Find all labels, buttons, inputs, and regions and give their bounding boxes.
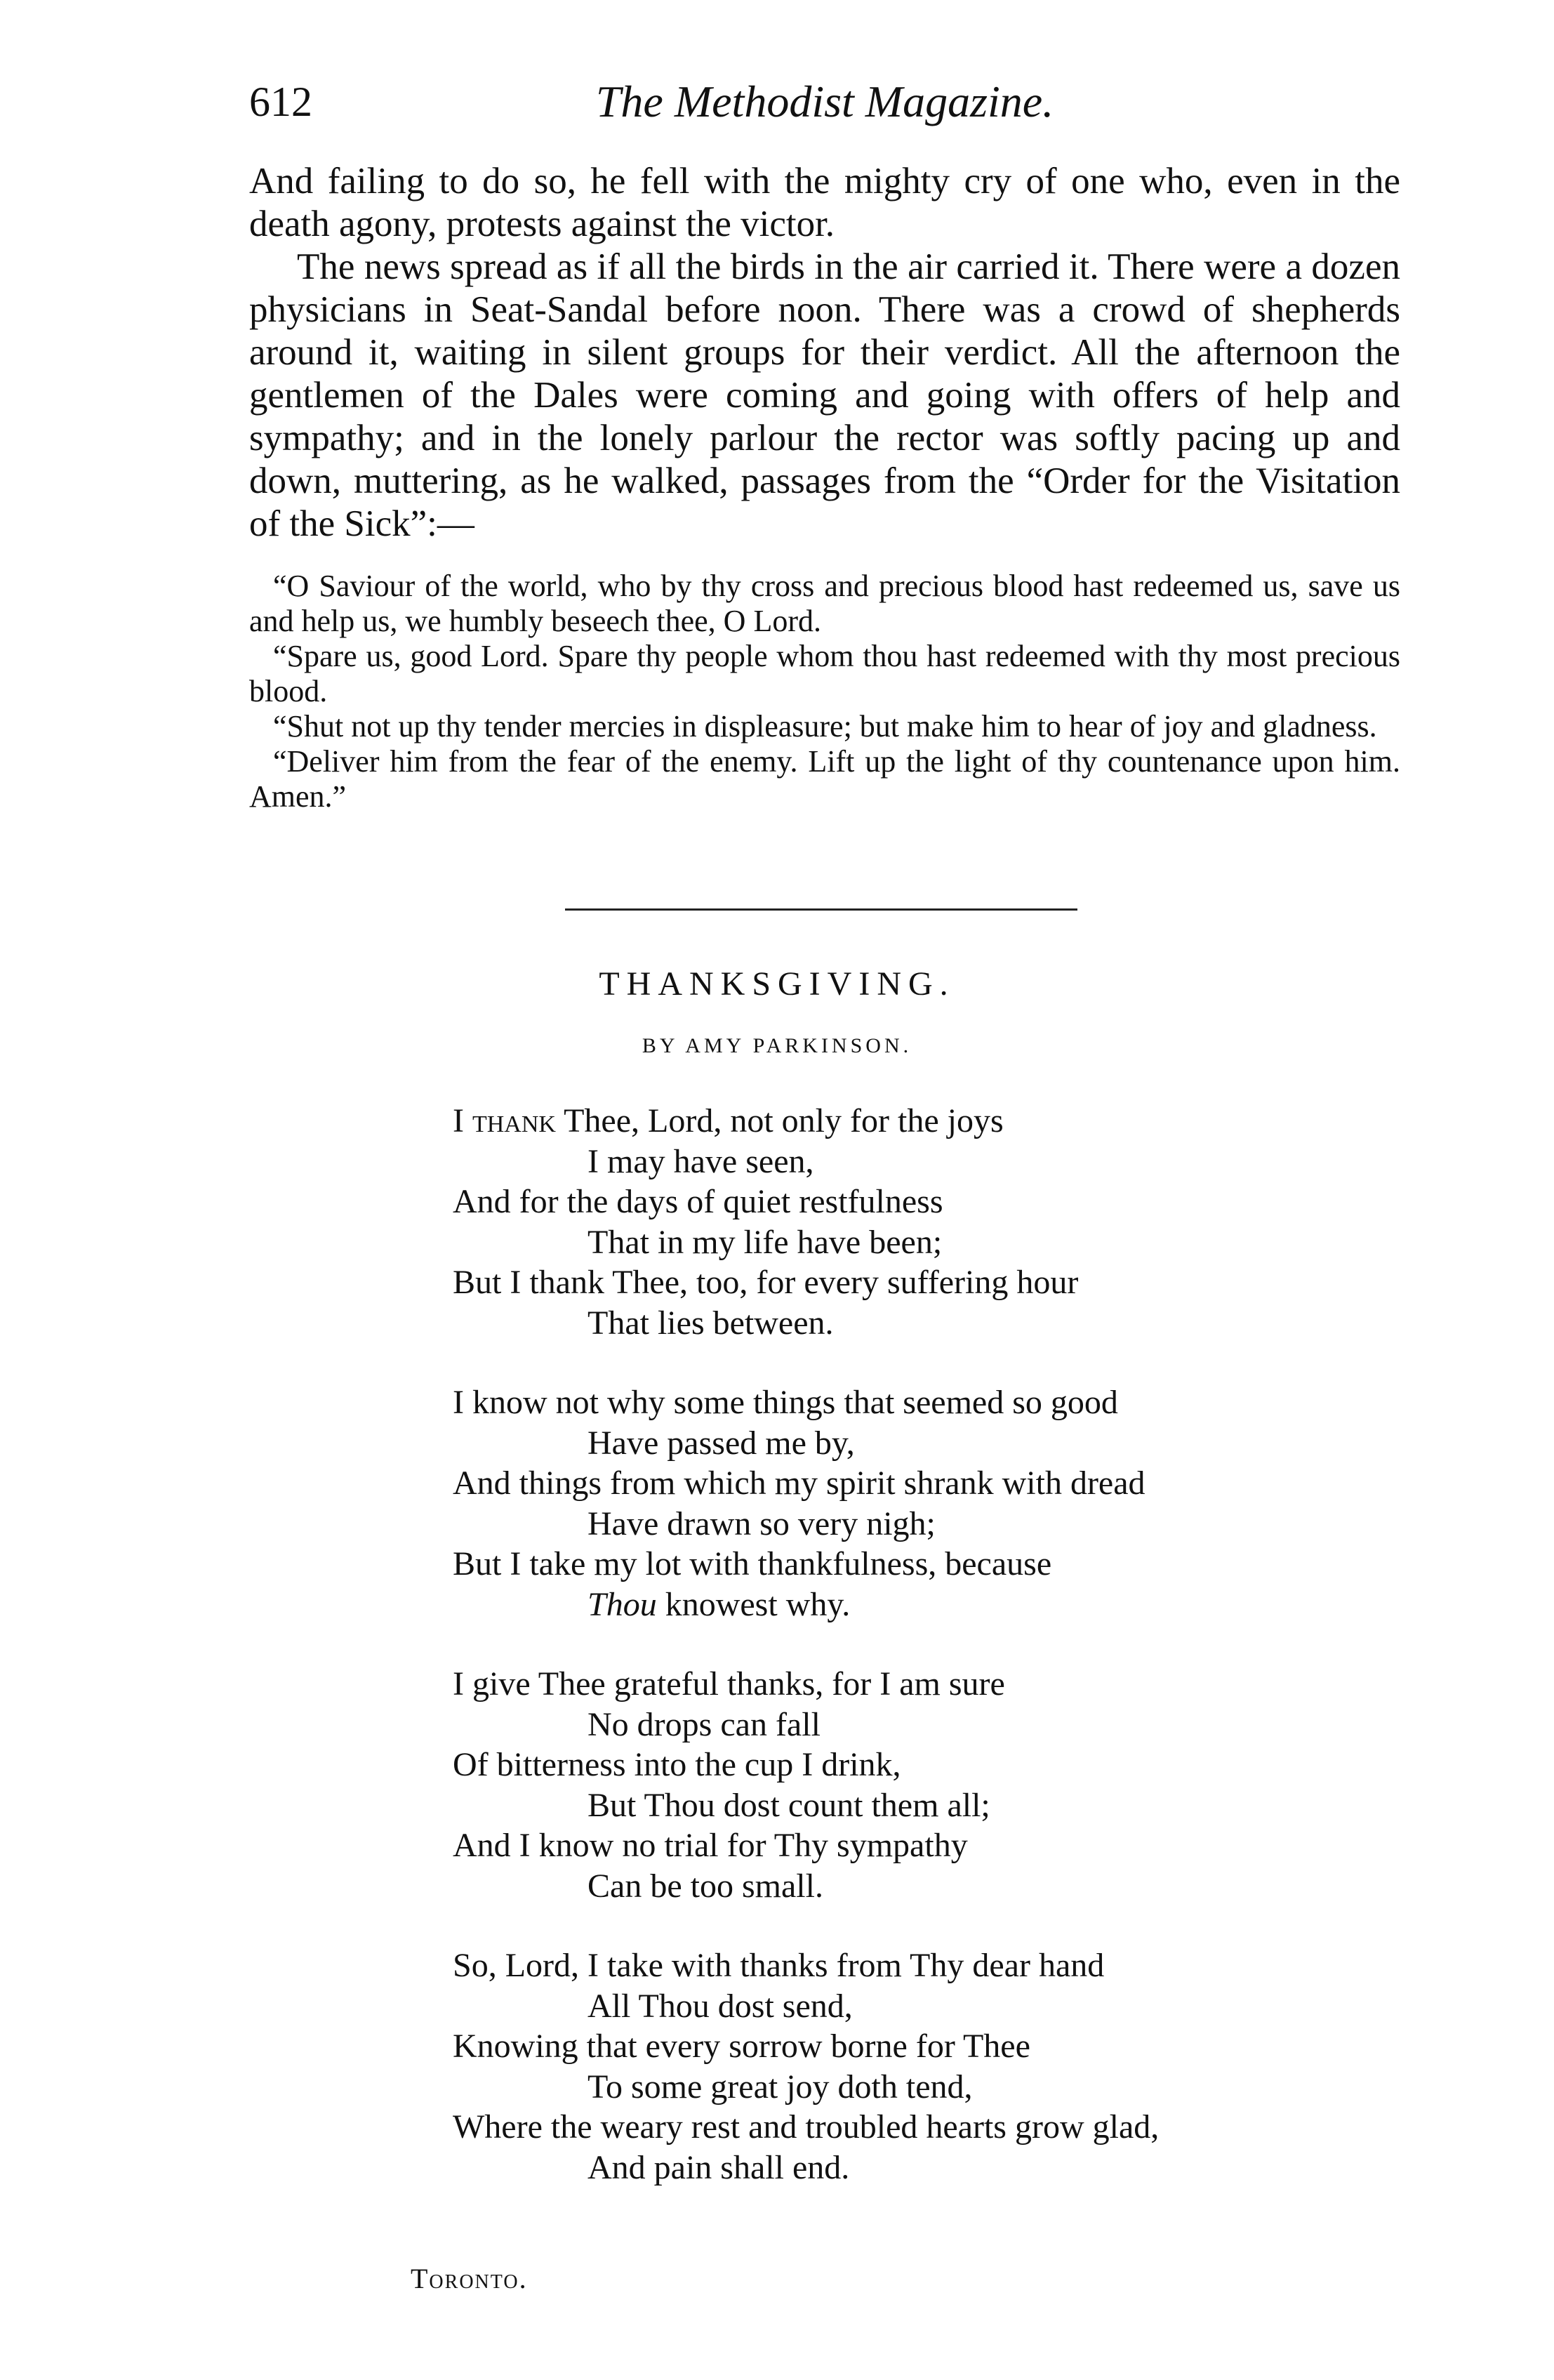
quote-paragraph: “Shut not up thy tender mercies in displeasure; but make him to hear of joy and gladness.: [273, 709, 1377, 743]
poem-line: [453, 1585, 1365, 1625]
poem-line: But Thou dost count them all;: [587, 1786, 990, 1824]
section-divider: [565, 908, 1077, 911]
poem-line: I may have seen,: [587, 1142, 814, 1180]
poem-line: I give Thee grateful thanks, for I am sure: [453, 1665, 1005, 1703]
poem-line: But I thank Thee, too, for every suffering hour: [453, 1264, 1079, 1301]
quote-paragraph: “Spare us, good Lord. Spare thy people whom thou hast redeemed with thy most precious blood.: [249, 639, 1400, 708]
place-signature: Toronto.: [411, 2263, 528, 2294]
stanza: [453, 1101, 1365, 1343]
stanza: [453, 1664, 1365, 1906]
stanza: [453, 1945, 1365, 2188]
page-number: 612: [249, 79, 312, 125]
poem-line: Knowing that every sorrow borne for Thee: [453, 2028, 1030, 2065]
running-header: [249, 74, 1400, 130]
stanza: [453, 1382, 1365, 1625]
poem-line: That in my life have been;: [587, 1223, 943, 1261]
running-title: The Methodist Magazine.: [595, 77, 1054, 126]
poem-line: Of bitterness into the cup I drink,: [453, 1746, 901, 1783]
liturgy-quotation: [249, 569, 1400, 814]
quote-paragraph: “Deliver him from the fear of the enemy. Lift up the light of thy countenance upon him. Amen.”: [249, 744, 1400, 814]
poem-line: That lies between.: [587, 1304, 834, 1342]
poem-line: Can be too small.: [587, 1867, 823, 1905]
poem-title: THANKSGIVING.: [599, 965, 955, 1003]
poem-line: I know not why some things that seemed so good: [453, 1384, 1118, 1421]
poem-line: [453, 1101, 1365, 1142]
poem-line: No drops can fall: [587, 1705, 821, 1743]
poem-line-text: Thee, Lord, not only for the joys: [555, 1102, 1004, 1139]
prose-body: [249, 160, 1400, 546]
poem-line: Where the weary rest and troubled hearts grow glad,: [453, 2108, 1160, 2146]
poem-line-text: knowest why.: [665, 1585, 851, 1623]
poem: [453, 1101, 1365, 2227]
poem-line: And I know no trial for Thy sympathy: [453, 1827, 968, 1864]
prose-paragraph: The news spread as if all the birds in the air carried it. There were a dozen physicians in Seat-Sandal before noon. There was a crowd of shepherds around it, waiting in silent groups for their verdict. All the afternoon the gentlemen of the Dales were coming and going with offers of help and sympathy; and in the lonely parlour the rector was softly pacing up and down, muttering, as he walked, passages from the “Order for the Visitation of the Sick”:—: [249, 246, 1400, 544]
poem-line: And things from which my spirit shrank with dread: [453, 1465, 1145, 1502]
poem-line: And for the days of quiet restfulness: [453, 1183, 943, 1220]
poem-line: But I take my lot with thankfulness, because: [453, 1545, 1052, 1582]
poem-line: To some great joy doth tend,: [587, 2068, 973, 2105]
poem-line: Have passed me by,: [587, 1424, 855, 1462]
poem-line: And pain shall end.: [587, 2148, 850, 2186]
poem-line: So, Lord, I take with thanks from Thy dear hand: [453, 1947, 1105, 1984]
quote-paragraph: “O Saviour of the world, who by thy cross and precious blood hast redeemed us, save us and help us, we humbly beseech thee, O Lord.: [249, 569, 1400, 638]
emphasis-word: Thou: [587, 1585, 657, 1623]
poem-byline: BY AMY PARKINSON.: [642, 1034, 912, 1057]
poem-line: All Thou dost send,: [587, 1987, 853, 2025]
prose-paragraph: And failing to do so, he fell with the mighty cry of one who, even in the death agony, protests against the victor.: [249, 161, 1400, 244]
opening-words: I thank: [453, 1102, 556, 1139]
poem-line: Have drawn so very nigh;: [587, 1505, 936, 1542]
